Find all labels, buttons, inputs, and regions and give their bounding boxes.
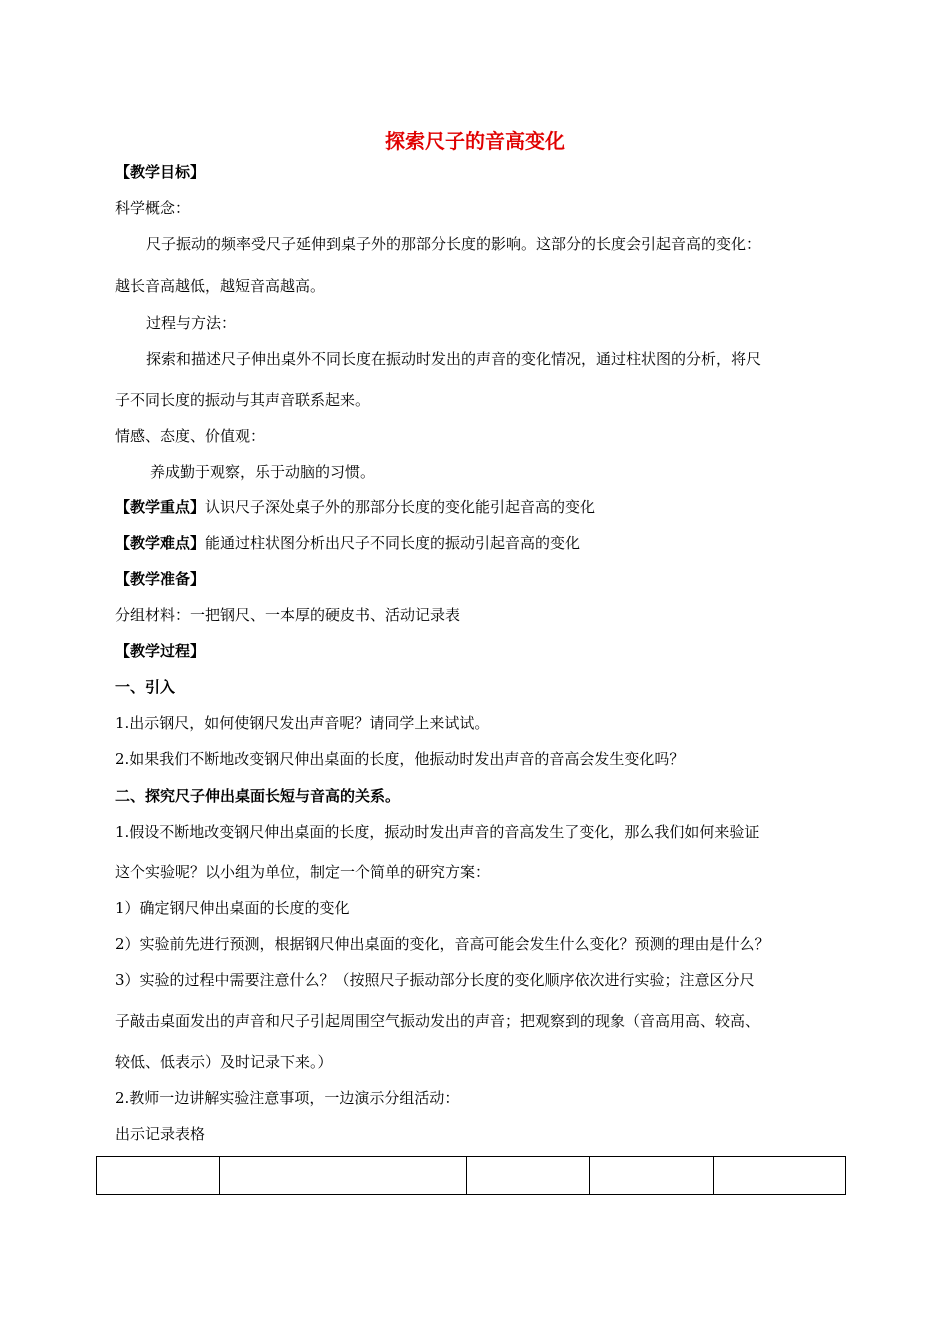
sub-item-3-line2: 子敲击桌面发出的声音和尺子引起周围空气振动发出的声音；把观察到的现象（音高用高、较高、 [115,1012,761,1030]
emotion-label: 情感、态度、价值观： [115,427,266,445]
science-concept-label: 科学概念： [115,199,191,217]
section1-item1: 1.出示钢尺，如何使钢尺发出声音呢？请同学上来试试。 [115,714,490,732]
table-cell [220,1157,467,1195]
science-concept-line1: 尺子振动的频率受尺子延伸到桌子外的那部分长度的影响。这部分的长度会引起音高的变化： [146,235,762,253]
section1-heading: 一、引入 [115,678,176,696]
record-table [96,1156,846,1195]
key-point-heading: 【教学重点】 [115,498,206,516]
section1-item2: 2.如果我们不断地改变钢尺伸出桌面的长度，他振动时发出声音的音高会发生变化吗？ [115,750,685,768]
preparation-heading: 【教学准备】 [115,570,206,588]
process-method-label: 过程与方法： [146,314,237,332]
process-heading: 【教学过程】 [115,642,206,660]
process-method-line2: 子不同长度的振动与其声音联系起来。 [115,391,371,409]
preparation-text: 分组材料：一把钢尺、一本厚的硬皮书、活动记录表 [115,606,461,624]
sub-item-1: 1）确定钢尺伸出桌面的长度的变化 [115,899,350,917]
table-row [97,1157,846,1195]
section2-item2: 2.教师一边讲解实验注意事项，一边演示分组活动： [115,1089,460,1107]
sub-item-3-line1: 3）实验的过程中需要注意什么？（按照尺子振动部分长度的变化顺序依次进行实验；注意区分尺 [115,971,755,989]
process-method-line1: 探索和描述尺子伸出桌外不同长度在振动时发出的声音的变化情况，通过柱状图的分析，将尺 [146,350,762,368]
table-cell [97,1157,220,1195]
emotion-text: 养成勤于观察，乐于动脑的习惯。 [150,463,376,481]
sub-item-2: 2）实验前先进行预测，根据钢尺伸出桌面的变化，音高可能会发生什么变化？预测的理由是什么？ [115,935,770,953]
science-concept-line2: 越长音高越低，越短音高越高。 [115,277,326,295]
section2-item1-line1: 1.假设不断地改变钢尺伸出桌面的长度，振动时发出声音的音高发生了变化，那么我们如何来验证 [115,823,760,841]
key-point-row [115,497,595,517]
difficulty-text: 能通过柱状图分析出尺子不同长度的振动引起音高的变化 [205,534,581,552]
table-cell [590,1157,713,1195]
sub-item-3-line3: 较低、低表示）及时记录下来。） [115,1053,333,1071]
section2-heading: 二、探究尺子伸出桌面长短与音高的关系。 [115,787,401,805]
table-cell [713,1157,845,1195]
difficulty-heading: 【教学难点】 [115,534,206,552]
record-table-label: 出示记录表格 [115,1125,206,1143]
difficulty-row [115,533,580,553]
table-cell [467,1157,590,1195]
key-point-text: 认识尺子深处桌子外的那部分长度的变化能引起音高的变化 [205,498,596,516]
section2-item1-line2: 这个实验呢？以小组为单位，制定一个简单的研究方案： [115,863,491,881]
objectives-heading: 【教学目标】 [115,163,206,181]
page-title: 探索尺子的音高变化 [385,129,565,153]
